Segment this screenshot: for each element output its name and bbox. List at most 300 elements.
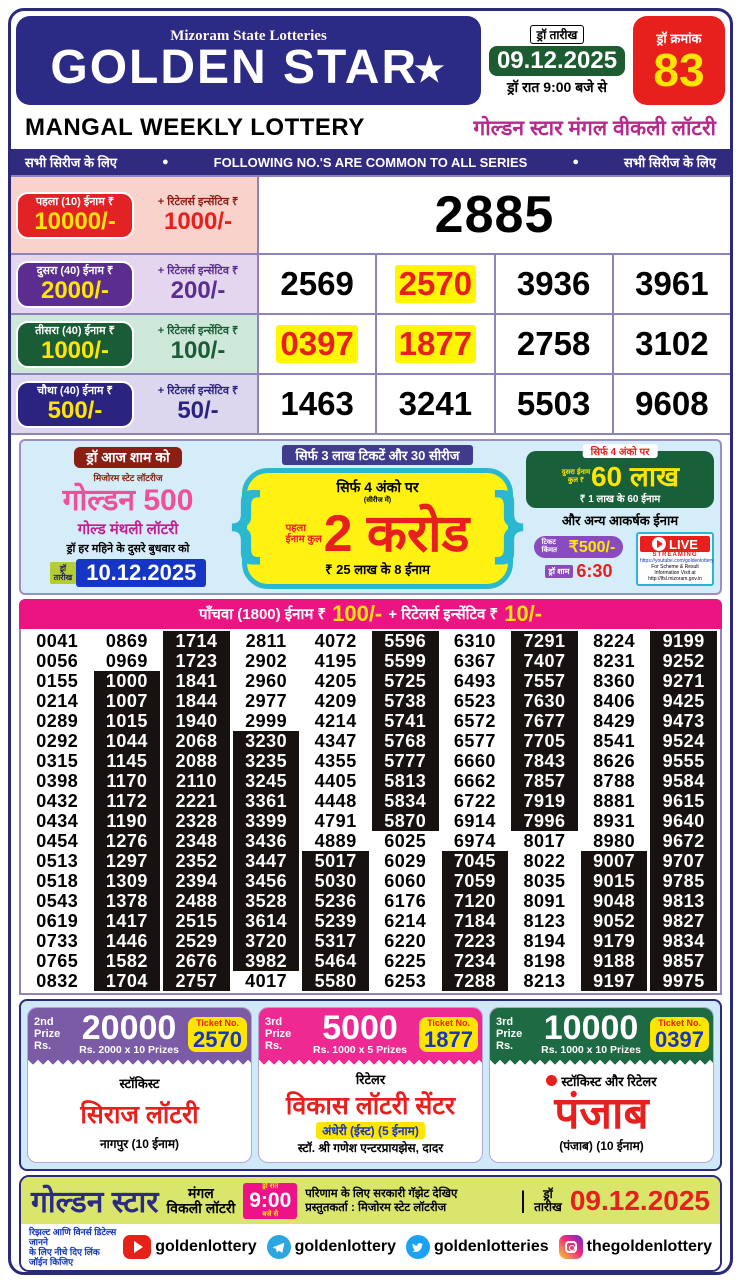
grid-number: 6060 <box>384 871 427 891</box>
fifth-prize-grid-wrap <box>19 629 722 995</box>
grid-number: 6577 <box>453 731 496 751</box>
winning-number: 2758 <box>516 325 591 362</box>
promo-lottery-sub: गोल्ड मंथली लॉटरी <box>77 520 179 538</box>
promo-tickets-series: सिर्फ 3 लाख टिकटें और 30 सीरीज <box>282 445 474 465</box>
grid-number: 7677 <box>511 711 578 731</box>
winner-box-body <box>28 1066 251 1162</box>
seller-name: विकास लॉटरी सेंटर <box>285 1092 456 1120</box>
grid-number: 3720 <box>233 931 300 951</box>
footer-bar <box>21 1177 720 1224</box>
prize-amount: 2000/- <box>40 276 110 304</box>
footer-sub1: मंगल <box>188 1184 214 1201</box>
grid-number: 1446 <box>94 931 161 951</box>
title-text: GOLDEN STAR <box>50 41 419 94</box>
winning-number: 3961 <box>635 265 709 302</box>
grid-number: 6310 <box>453 631 496 651</box>
prize-total-amount: 10000 <box>543 1009 639 1047</box>
social-link[interactable] <box>406 1235 549 1259</box>
grid-number: 8980 <box>593 831 636 851</box>
grid-number: 2811 <box>245 631 287 651</box>
promo-first-prize-amount: 2 करोड <box>323 504 470 563</box>
prize-amount-col <box>532 1009 650 1056</box>
fifth-prize-number-grid <box>24 631 717 991</box>
grid-number: 2529 <box>163 931 230 951</box>
grid-number: 6367 <box>453 651 496 671</box>
page-title <box>50 41 447 94</box>
grid-number: 2902 <box>245 651 288 671</box>
grid-number: 7223 <box>442 931 509 951</box>
prize-row <box>11 177 730 255</box>
winning-number: 3936 <box>516 265 591 302</box>
grid-number: 1297 <box>94 851 161 871</box>
grid-number: 0214 <box>36 691 79 711</box>
grid-number: 7843 <box>511 751 578 771</box>
prize-label-pill <box>16 261 134 308</box>
series-left: सभी सिरीज के लिए <box>25 155 117 170</box>
bullet-icon: ● <box>572 156 579 168</box>
grid-number: 9197 <box>581 971 648 991</box>
grid-number: 2068 <box>163 731 230 751</box>
youtube-icon <box>123 1235 151 1259</box>
social-handle: thegoldenlottery <box>586 1238 712 1255</box>
grid-number: 1044 <box>94 731 161 751</box>
grid-number: 5834 <box>372 791 439 811</box>
winning-number-cell <box>375 315 493 373</box>
winning-number-cell <box>375 375 493 433</box>
grid-number: 0869 <box>105 631 148 651</box>
grid-number: 1145 <box>94 751 161 771</box>
grid-number: 1704 <box>94 971 161 991</box>
winner-box-header <box>490 1008 713 1066</box>
grid-number: 8931 <box>593 811 636 831</box>
grid-number: 0315 <box>36 751 79 771</box>
star-icon: ★ <box>414 51 447 89</box>
social-bar <box>21 1224 720 1270</box>
first-prize-number: 2885 <box>434 186 555 244</box>
series-bar <box>11 149 730 175</box>
grid-number: 0969 <box>105 651 148 671</box>
prize-amount-col <box>301 1009 419 1056</box>
incentive-label: + रिटेलर्स इन्सेंटिव ₹ <box>157 264 239 277</box>
winning-number: 2570 <box>395 265 476 303</box>
grid-number: 2515 <box>163 911 230 931</box>
footer-note1: परिणाम के लिए सरकारी गॅझेट देखिए <box>305 1187 458 1200</box>
social-note-1: रिझल्ट आणि विनर्स डिटेल्स जानने <box>29 1227 117 1247</box>
incentive-cell <box>139 315 257 373</box>
grid-number: 8123 <box>523 911 566 931</box>
prize-label-pill <box>16 192 134 239</box>
winning-number: 0397 <box>276 325 357 363</box>
grid-number: 7234 <box>442 951 509 971</box>
draw-date-label: ड्रॉ तारीख <box>530 25 585 44</box>
winning-number-cell <box>494 375 612 433</box>
grid-number: 2328 <box>163 811 230 831</box>
grid-number: 7630 <box>511 691 578 711</box>
grid-number: 9188 <box>581 951 648 971</box>
promo-second-amount-row <box>530 463 710 491</box>
promo-lottery-name: गोल्डन 500 <box>62 484 194 518</box>
grid-number: 8881 <box>593 791 636 811</box>
ticket-number-label: Ticket No. <box>427 1017 470 1028</box>
grid-number: 1309 <box>94 871 161 891</box>
twitter-icon <box>406 1235 430 1259</box>
header <box>11 11 730 107</box>
prize-label-pill <box>16 381 134 428</box>
grid-number: 0518 <box>36 871 79 891</box>
grid-number: 4889 <box>314 831 357 851</box>
subheader <box>11 107 730 149</box>
promo-condition-text: सिर्फ 4 अंको पर <box>336 478 419 495</box>
prize-label-cell <box>11 255 139 313</box>
prize-table <box>11 175 730 435</box>
promo-date-label <box>50 562 77 584</box>
grid-number: 0056 <box>36 651 79 671</box>
grid-number: 4214 <box>314 711 357 731</box>
winning-number: 3241 <box>398 385 473 422</box>
footer-date-value: 09.12.2025 <box>569 1184 710 1216</box>
promo-condition <box>336 480 418 508</box>
ticket-price-label: टिकट किंमत <box>541 539 558 554</box>
draw-number-box <box>633 16 725 105</box>
grid-number: 9672 <box>650 831 717 851</box>
social-link[interactable] <box>559 1235 712 1259</box>
draw-date-block <box>481 16 633 105</box>
grid-number: 7291 <box>511 631 578 651</box>
winner-boxes <box>19 999 722 1171</box>
grid-number: 8022 <box>523 851 566 871</box>
promo-date-label-1: ड्रॉ <box>59 563 67 573</box>
promo-draw-time-row <box>545 561 613 582</box>
grid-number: 4195 <box>314 651 357 671</box>
grid-number: 8213 <box>523 971 566 991</box>
grid-number: 9640 <box>650 811 717 831</box>
winning-numbers <box>257 255 730 313</box>
grid-number: 7045 <box>442 851 509 871</box>
grid-number: 9975 <box>650 971 717 991</box>
ticket-number-box <box>650 1017 709 1052</box>
winning-number-cell <box>494 255 612 313</box>
grid-number: 6253 <box>384 971 427 991</box>
promo-second-label: दुसरा ईनाम कुल ₹ <box>561 469 591 484</box>
grid-number: 5317 <box>302 931 369 951</box>
prize-amount-col <box>70 1009 188 1056</box>
grid-number: 6025 <box>384 831 427 851</box>
play-icon <box>652 537 666 551</box>
grid-number: 3982 <box>233 951 300 971</box>
winning-number: 5503 <box>516 385 591 422</box>
footer <box>19 1175 722 1272</box>
promo-date-row <box>50 559 207 587</box>
footer-lottery-type <box>167 1186 236 1216</box>
grid-number: 4205 <box>314 671 357 691</box>
incentive-label: + रिटेलर्स इन्सेंटिव ₹ <box>157 384 239 397</box>
grid-number: 4355 <box>314 751 357 771</box>
grid-number: 6660 <box>453 751 496 771</box>
grid-number: 9425 <box>650 691 717 711</box>
grid-number: 5030 <box>302 871 369 891</box>
grid-number: 6176 <box>384 891 427 911</box>
grid-number: 5464 <box>302 951 369 971</box>
prize-rank-label: तीसरा (40) ईनाम ₹ <box>35 324 115 337</box>
grid-number: 1723 <box>163 651 230 671</box>
fifth-prize-bar <box>19 599 722 629</box>
prize-total-amount: 5000 <box>322 1009 398 1047</box>
grid-number: 6029 <box>384 851 427 871</box>
bullet-icon: ● <box>161 156 169 168</box>
grid-number: 5239 <box>302 911 369 931</box>
grid-number: 9199 <box>650 631 717 651</box>
grid-number: 1172 <box>94 791 161 811</box>
prize-amount: 1000/- <box>40 336 110 364</box>
grid-number: 5741 <box>372 711 439 731</box>
grid-number: 7288 <box>442 971 509 991</box>
grid-number: 0765 <box>36 951 79 971</box>
footer-date-label <box>534 1188 562 1214</box>
grid-number: 8626 <box>593 751 636 771</box>
grid-number: 9048 <box>581 891 648 911</box>
grid-number: 2088 <box>163 751 230 771</box>
fifth-incentive-label: + रिटेलर्स इन्सेंटिव ₹ <box>388 606 499 623</box>
grid-number: 0619 <box>36 911 79 931</box>
promo-date-value: 10.12.2025 <box>76 559 206 587</box>
prize-amount: 500/- <box>47 396 103 424</box>
winning-numbers <box>257 375 730 433</box>
incentive-label: + रिटेलर्स इन्सेंटिव ₹ <box>157 195 239 208</box>
org-name: Mizoram State Lotteries <box>170 28 327 44</box>
seller-name: सिराज लॉटरी <box>80 1100 199 1129</box>
prize-rank-label: चौथा (40) ईनाम ₹ <box>37 384 113 397</box>
grid-number: 0432 <box>36 791 79 811</box>
grid-number: 6523 <box>453 691 496 711</box>
grid-number: 0543 <box>36 891 79 911</box>
grid-number: 1170 <box>94 771 161 791</box>
grid-number: 1844 <box>163 691 230 711</box>
prize-rank: 3rd Prize Rs. <box>496 1016 523 1052</box>
prize-rank: 3rd Prize Rs. <box>265 1016 292 1052</box>
social-note-2: के लिए नीचे दिए लिंक जॉईन किजिए <box>29 1247 100 1267</box>
promo-other-prizes: और अन्य आकर्षक ईनाम <box>561 513 679 528</box>
grid-number: 1714 <box>163 631 230 651</box>
grid-number: 1276 <box>94 831 161 851</box>
grid-number: 2676 <box>163 951 230 971</box>
grid-number: 9827 <box>650 911 717 931</box>
grid-number: 3436 <box>233 831 300 851</box>
grid-number: 6572 <box>453 711 496 731</box>
social-note <box>29 1227 117 1267</box>
grid-number: 6722 <box>453 791 496 811</box>
prize-label-cell <box>11 375 139 433</box>
grid-number: 8035 <box>523 871 566 891</box>
draw-time-text: ड्रॉ रात 9:00 बजे से <box>507 78 607 95</box>
promo-second-detail: ₹ 1 लाख के 60 ईनाम <box>579 494 661 505</box>
ticket-price-pill <box>534 536 624 558</box>
instagram-icon <box>559 1235 583 1259</box>
promo-org: मिजोरम स्टेट लॉटरीज <box>93 472 163 483</box>
grid-number: 9271 <box>650 671 717 691</box>
grid-number: 8360 <box>593 671 636 691</box>
grid-number: 5596 <box>372 631 439 651</box>
winning-numbers <box>257 177 730 253</box>
grid-number: 5813 <box>372 771 439 791</box>
grid-number: 3528 <box>233 891 300 911</box>
promo-draw-today-tag: ड्रॉ आज शाम को <box>74 447 181 468</box>
grid-number: 0292 <box>36 731 79 751</box>
footer-notes <box>305 1187 512 1215</box>
winning-number: 3102 <box>635 325 709 362</box>
grid-number: 1378 <box>94 891 161 911</box>
grid-number: 6493 <box>453 671 496 691</box>
fifth-prize-amount: 100/- <box>332 601 383 626</box>
grid-number: 9813 <box>650 891 717 911</box>
grid-number: 8198 <box>523 951 566 971</box>
promo-first-prize-label: पहला ईनाम कुल <box>285 522 322 545</box>
social-link[interactable] <box>123 1235 256 1259</box>
prize-row <box>11 315 730 375</box>
prize-rank-label: पहला (10) ईनाम ₹ <box>35 195 115 208</box>
incentive-amount: 1000/- <box>163 207 233 235</box>
grid-number: 9052 <box>581 911 648 931</box>
seller-name: पंजाब <box>554 1088 649 1138</box>
grid-number: 1000 <box>94 671 161 691</box>
grid-number: 5236 <box>302 891 369 911</box>
ticket-number-value: 0397 <box>655 1026 704 1052</box>
social-links <box>123 1235 712 1259</box>
prize-detail: Rs. 1000 x 10 Prizes <box>541 1044 641 1056</box>
grid-number: 4448 <box>314 791 357 811</box>
grid-number: 2757 <box>163 971 230 991</box>
ticket-price-value: ₹500/- <box>568 539 616 556</box>
winner-box <box>258 1007 483 1163</box>
grid-number: 5870 <box>372 811 439 831</box>
grid-number: 1841 <box>163 671 230 691</box>
winner-box-body <box>490 1066 713 1162</box>
prize-detail: Rs. 2000 x 10 Prizes <box>79 1044 179 1056</box>
live-streaming-box[interactable] <box>636 532 714 586</box>
grid-number: 1940 <box>163 711 230 731</box>
grid-number: 2488 <box>163 891 230 911</box>
winning-numbers <box>257 315 730 373</box>
grid-number: 7996 <box>511 811 578 831</box>
footer-date-label-1: ड्रॉ <box>543 1186 553 1201</box>
footer-time-value: 9:00 <box>249 1188 292 1212</box>
grid-number: 8194 <box>523 931 566 951</box>
prize-row <box>11 375 730 435</box>
grid-number: 9007 <box>581 851 648 871</box>
promo-right <box>526 445 714 589</box>
ticket-number-label: Ticket No. <box>658 1017 701 1028</box>
prize-amount: 10000/- <box>34 207 116 235</box>
draw-number-label: ड्रॉ क्रमांक <box>656 30 702 46</box>
winner-box-body <box>259 1066 482 1162</box>
footer-time-top: ड्रॉ रात <box>262 1182 279 1190</box>
promo-second-amount: 60 लाख <box>590 461 680 492</box>
winner-box-header <box>28 1008 251 1066</box>
ticket-number-value: 2570 <box>193 1026 242 1052</box>
grid-number: 8429 <box>593 711 636 731</box>
seller-role-text: स्टॉकिस्ट <box>119 1076 160 1092</box>
grid-number: 3399 <box>233 811 300 831</box>
grid-number: 2977 <box>245 691 288 711</box>
streaming-url[interactable]: https://youtube.com/goldenlottery <box>640 558 714 564</box>
winning-number: 1877 <box>395 325 476 363</box>
prize-row <box>11 255 730 315</box>
grid-number: 9179 <box>581 931 648 951</box>
grid-number: 4347 <box>314 731 357 751</box>
promo-first-prize-blob <box>242 468 514 589</box>
grid-number: 7120 <box>442 891 509 911</box>
grid-number: 3361 <box>233 791 300 811</box>
winning-number-cell <box>259 315 375 373</box>
grid-number: 3235 <box>233 751 300 771</box>
incentive-cell <box>139 177 257 253</box>
footer-sub2: विकली लॉटरी <box>166 1199 236 1216</box>
grid-number: 5738 <box>372 691 439 711</box>
prize-rank-label: दुसरा (40) ईनाम ₹ <box>36 264 114 277</box>
prize-label-cell <box>11 177 139 253</box>
grid-number: 8017 <box>523 831 566 851</box>
grid-number: 0513 <box>36 851 79 871</box>
prize-label-cell <box>11 315 139 373</box>
lottery-result-card <box>8 8 733 1275</box>
grid-number: 9524 <box>650 731 717 751</box>
lottery-name-hi: गोल्डन स्टार मंगल वीकली लॉटरी <box>473 117 716 140</box>
prize-total-amount: 20000 <box>81 1009 177 1047</box>
grid-number: 6662 <box>453 771 496 791</box>
grid-number: 8541 <box>593 731 636 751</box>
grid-number: 1015 <box>94 711 161 731</box>
grid-number: 6214 <box>384 911 427 931</box>
prize-rank: 2nd Prize Rs. <box>34 1016 61 1052</box>
grid-number: 9473 <box>650 711 717 731</box>
social-link[interactable] <box>267 1235 396 1259</box>
prize-label-pill <box>16 321 134 368</box>
grid-number: 6220 <box>384 931 427 951</box>
footer-draw-time <box>243 1183 297 1219</box>
grid-number: 3230 <box>233 731 300 751</box>
grid-number: 0733 <box>36 931 79 951</box>
grid-number: 9857 <box>650 951 717 971</box>
grid-number: 6225 <box>384 951 427 971</box>
winning-number: 1463 <box>280 385 354 422</box>
incentive-label: + रिटेलर्स इन्सेंटिव ₹ <box>157 324 239 337</box>
seller-role <box>356 1070 385 1088</box>
grid-number: 1417 <box>94 911 161 931</box>
winning-number-cell <box>612 315 730 373</box>
promo-banner <box>19 439 722 595</box>
telegram-icon <box>267 1235 291 1259</box>
grid-number: 0155 <box>36 671 79 691</box>
brand-banner <box>16 16 481 105</box>
grid-number: 8406 <box>593 691 636 711</box>
grid-number: 3614 <box>233 911 300 931</box>
seller-role-text: रिटेलर <box>355 1072 386 1087</box>
grid-number: 6974 <box>453 831 496 851</box>
social-handle: goldenlottery <box>155 1238 257 1255</box>
promo-second-condition: सिर्फ 4 अंको पर <box>583 444 658 458</box>
grid-number: 8091 <box>523 891 566 911</box>
promo-left <box>27 445 229 589</box>
grid-number: 5599 <box>372 651 439 671</box>
grid-number: 7857 <box>511 771 578 791</box>
grid-number: 4017 <box>245 971 288 991</box>
seller-detail-line: नागपुर (10 ईनाम) <box>99 1136 180 1151</box>
grid-number: 2960 <box>245 671 288 691</box>
live-label: LIVE <box>669 536 698 552</box>
footer-brand: गोल्डन स्टार <box>31 1186 159 1219</box>
grid-number: 7059 <box>442 871 509 891</box>
grid-number: 2352 <box>163 851 230 871</box>
incentive-cell <box>139 375 257 433</box>
